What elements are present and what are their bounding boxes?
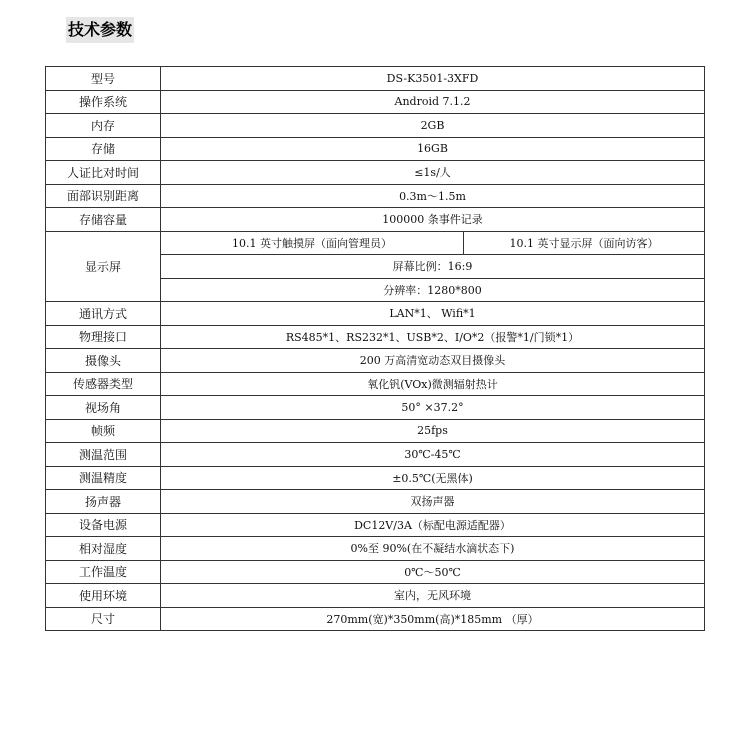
table-row	[46, 90, 705, 114]
row-value-power: DC12V/3A（标配电源适配器）	[161, 513, 705, 537]
row-value-temp-accuracy: ±0.5℃(无黑体)	[161, 466, 705, 490]
row-label-model: 型号	[46, 67, 161, 91]
row-value-sensor: 氧化钒(VOx)微测辐射热计	[161, 372, 705, 396]
row-value-network: LAN*1、 Wifi*1	[161, 302, 705, 326]
table-row	[46, 184, 705, 208]
table-row	[46, 208, 705, 232]
row-value-storage: 16GB	[161, 137, 705, 161]
table-row	[46, 490, 705, 514]
table-row	[46, 302, 705, 326]
row-value-camera: 200 万高清宽动态双目摄像头	[161, 349, 705, 373]
display-resolution: 分辨率：1280*800	[161, 278, 705, 302]
row-label-environment: 使用环境	[46, 584, 161, 608]
table-row	[46, 396, 705, 420]
table-row	[46, 231, 705, 255]
table-row	[46, 114, 705, 138]
row-label-display: 显示屏	[46, 231, 161, 302]
row-label-power: 设备电源	[46, 513, 161, 537]
table-row	[46, 419, 705, 443]
row-label-speaker: 扬声器	[46, 490, 161, 514]
row-label-os: 操作系统	[46, 90, 161, 114]
display-screen-admin: 10.1 英寸触摸屏（面向管理员）	[161, 231, 464, 255]
row-label-face-distance: 面部识别距离	[46, 184, 161, 208]
table-row	[46, 67, 705, 91]
row-label-frame-rate: 帧频	[46, 419, 161, 443]
table-row	[46, 513, 705, 537]
row-label-dimensions: 尺寸	[46, 607, 161, 631]
row-label-work-temp: 工作温度	[46, 560, 161, 584]
display-screen-visitor: 10.1 英寸显示屏（面向访客）	[464, 231, 705, 255]
table-row	[46, 137, 705, 161]
row-value-humidity: 0%至 90%(在不凝结水滴状态下)	[161, 537, 705, 561]
row-value-fov: 50° ×37.2°	[161, 396, 705, 420]
row-label-capacity: 存储容量	[46, 208, 161, 232]
row-label-network: 通讯方式	[46, 302, 161, 326]
row-value-environment: 室内，无风环境	[161, 584, 705, 608]
row-value-model: DS-K3501-3XFD	[161, 67, 705, 91]
row-value-work-temp: 0℃～50℃	[161, 560, 705, 584]
row-label-fov: 视场角	[46, 396, 161, 420]
table-row	[46, 325, 705, 349]
table-row	[46, 560, 705, 584]
row-value-interfaces: RS485*1、RS232*1、USB*2、I/O*2（报警*1/门锁*1）	[161, 325, 705, 349]
row-label-memory: 内存	[46, 114, 161, 138]
table-row	[46, 466, 705, 490]
table-row	[46, 584, 705, 608]
row-value-verify-time: ≤1s/人	[161, 161, 705, 185]
row-label-camera: 摄像头	[46, 349, 161, 373]
row-value-dimensions: 270mm(宽)*350mm(高)*185mm （厚）	[161, 607, 705, 631]
table-row	[46, 443, 705, 467]
row-value-os: Android 7.1.2	[161, 90, 705, 114]
table-row	[46, 161, 705, 185]
table-row	[46, 537, 705, 561]
row-label-temp-range: 测温范围	[46, 443, 161, 467]
row-value-temp-range: 30℃-45℃	[161, 443, 705, 467]
row-label-storage: 存储	[46, 137, 161, 161]
row-label-sensor: 传感器类型	[46, 372, 161, 396]
table-row	[46, 372, 705, 396]
display-ratio: 屏幕比例：16:9	[161, 255, 705, 279]
row-value-speaker: 双扬声器	[161, 490, 705, 514]
table-row	[46, 607, 705, 631]
section-heading: 技术参数	[66, 17, 134, 43]
row-label-humidity: 相对湿度	[46, 537, 161, 561]
table-row	[46, 349, 705, 373]
row-label-verify-time: 人证比对时间	[46, 161, 161, 185]
row-value-face-distance: 0.3m～1.5m	[161, 184, 705, 208]
row-value-memory: 2GB	[161, 114, 705, 138]
row-value-capacity: 100000 条事件记录	[161, 208, 705, 232]
spec-table	[45, 66, 705, 631]
row-label-interfaces: 物理接口	[46, 325, 161, 349]
row-value-frame-rate: 25fps	[161, 419, 705, 443]
row-label-temp-accuracy: 测温精度	[46, 466, 161, 490]
